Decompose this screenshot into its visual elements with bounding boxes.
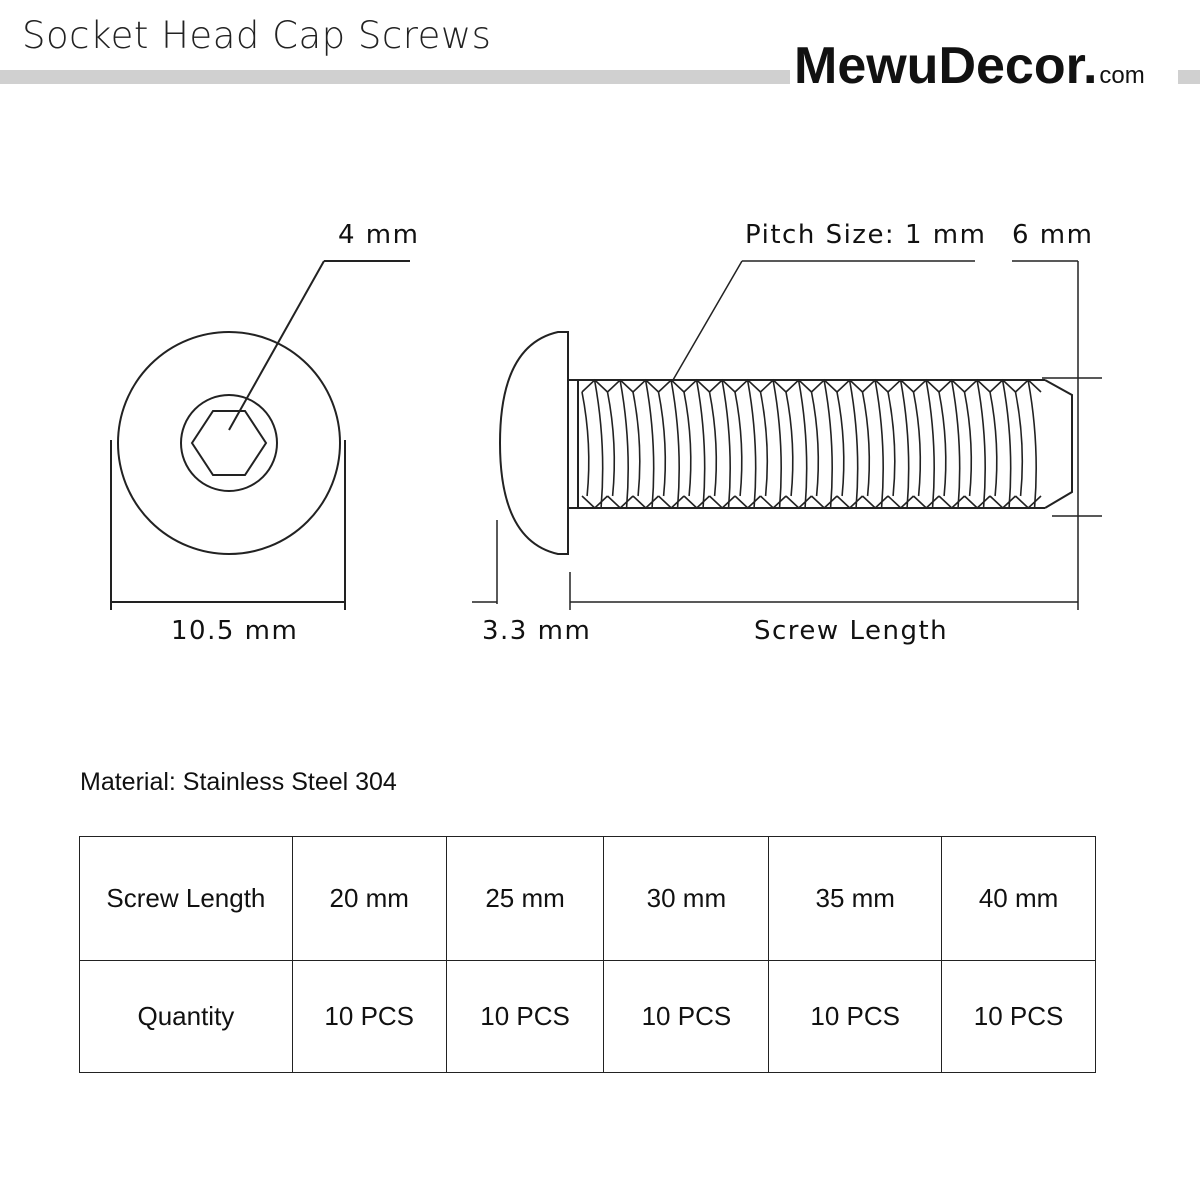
length-cell: 40 mm (942, 837, 1096, 961)
head-height-label: 3.3 mm (482, 616, 592, 646)
material-label: Material: Stainless Steel 304 (80, 768, 397, 796)
length-cell: 35 mm (769, 837, 942, 961)
length-cell: 30 mm (604, 837, 769, 961)
head-top-view-outline (118, 332, 340, 554)
brand-logo-suffix: com (1099, 62, 1145, 89)
length-cell: 25 mm (446, 837, 604, 961)
thread-diameter-label: 6 mm (1012, 220, 1094, 250)
shank-tip (1045, 380, 1072, 508)
row-header-length: Screw Length (80, 837, 293, 961)
hex-socket-icon (192, 411, 266, 475)
quantity-cell: 10 PCS (769, 961, 942, 1073)
socket-leader-line (229, 261, 324, 430)
head-diameter-label: 10.5 mm (171, 616, 299, 646)
socket-size-label: 4 mm (338, 220, 420, 250)
brand-logo-main: MewuDecor. (794, 37, 1098, 95)
pitch-size-label: Pitch Size: 1 mm (745, 220, 987, 250)
pitch-leader-line (673, 261, 742, 380)
page-title: Socket Head Cap Screws (22, 14, 492, 57)
button-head-profile (500, 332, 568, 554)
quantity-cell: 10 PCS (446, 961, 604, 1073)
row-header-quantity: Quantity (80, 961, 293, 1073)
spec-table (79, 836, 1096, 1073)
quantity-cell: 10 PCS (292, 961, 446, 1073)
thread-pattern (582, 380, 1041, 508)
socket-recess-circle (181, 395, 277, 491)
quantity-cell: 10 PCS (942, 961, 1096, 1073)
length-cell: 20 mm (292, 837, 446, 961)
table-row-quantity (80, 961, 1096, 1073)
table-row-lengths (80, 837, 1096, 961)
quantity-cell: 10 PCS (604, 961, 769, 1073)
screw-length-label: Screw Length (754, 616, 949, 646)
